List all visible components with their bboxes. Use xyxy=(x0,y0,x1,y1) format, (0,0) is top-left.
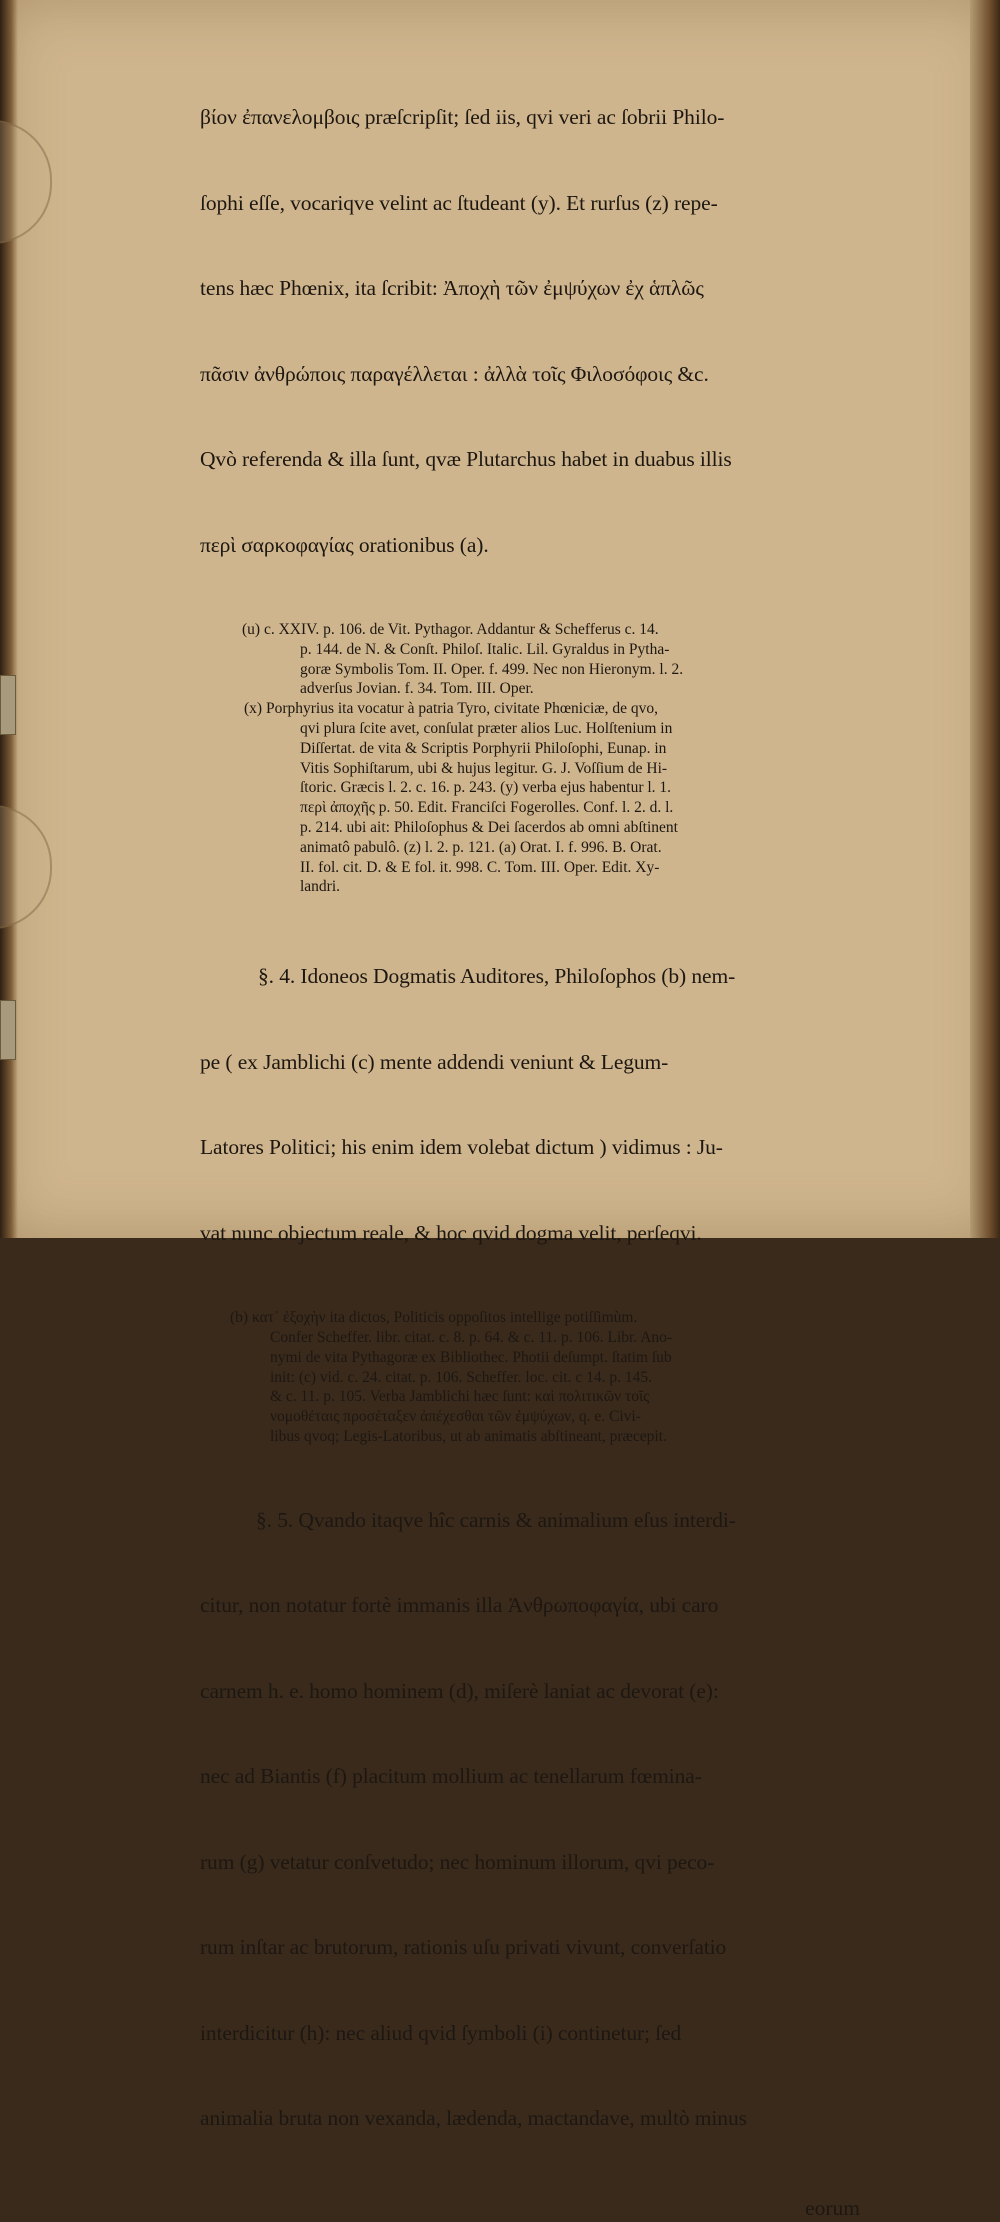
text-line: carnem h. e. homo hominem (d), miſerè laniat ac devorat (e): xyxy=(200,1678,719,1703)
text-line: πᾶσιν ἀνθρώποις παραγέλλεται : ἀλλὰ τοῖς Φιλοσόφοις &c. xyxy=(200,361,709,386)
text-line: βίον ἐπανελομβοις præſcripſit; ſed iis, qvi veri ac ſobrii Philo- xyxy=(200,105,725,129)
text-line: Latores Politici; his enim idem volebat dictum ) vidimus : Ju- xyxy=(200,1135,723,1160)
footnote-line: animatô pabulô. (z) l. 2. p. 121. (a) Orat. I. f. 996. B. Orat. xyxy=(300,838,662,856)
text-line: citur, non notatur fortè immanis illa Ἀνθρωποφαγία, ubi caro xyxy=(200,1593,719,1618)
text-line: §. 4. Idoneos Dogmatis Auditores, Philoſophos (b) nem- xyxy=(258,964,736,989)
binding-tab xyxy=(0,1000,16,1060)
text-line: rum inſtar ac brutorum, rationis uſu privati vivunt, converſatio xyxy=(200,1935,727,1960)
text-line: Qvò referenda & illa ſunt, qvæ Plutarchus habet in duabus illis xyxy=(200,447,732,471)
binding-hole xyxy=(0,805,52,929)
text-line: vat nunc objectum reale, & hoc qvid dogma velit, perſeqvi. xyxy=(200,1220,702,1245)
binding-hole xyxy=(0,120,52,244)
footnote-line: adverſus Jovian. f. 34. Tom. III. Oper. xyxy=(300,680,534,698)
footnote-line: libus qvoq; Legis-Latoribus, ut ab animatis abſtineant, præcepit. xyxy=(270,1427,667,1445)
footnote-line: p. 144. de N. & Conſt. Philoſ. Italic. Lil. Gyraldus in Pytha- xyxy=(300,640,670,658)
footnote-line: ſtoric. Græcis l. 2. c. 16. p. 243. (y) verba ejus habentur l. 1. xyxy=(300,779,672,797)
text-line: pe ( ex Jamblichi (c) mente addendi veniunt & Legum- xyxy=(200,1049,669,1074)
footnote-line: Confer Scheffer. libr. citat. c. 8. p. 64. & c. 11. p. 106. Libr. Ano- xyxy=(270,1328,673,1346)
text-line: animalia bruta non vexanda, lædenda, mactandave, multò minus xyxy=(200,2106,747,2131)
text-line: nec ad Biantis (f) placitum mollium ac tenellarum fœmina- xyxy=(200,1764,702,1789)
footnote-line: (b) κατ᾿ ἐξοχὴν ita dictos, Politicis oppoſitos intellige potiſſimùm. xyxy=(230,1309,638,1327)
footnote-line: p. 214. ubi ait: Philoſophus & Dei ſacerdos ab omni abſtinent xyxy=(300,818,678,836)
footnote-line: goræ Symbolis Tom. II. Oper. f. 499. Nec non Hieronym. l. 2. xyxy=(300,660,684,678)
paragraph xyxy=(200,905,890,1304)
catchword: eorum xyxy=(805,2195,860,2220)
footnote-line: landri. xyxy=(300,878,341,896)
footnote-line: & c. 11. p. 105. Verba Jamblichi hæc ſunt: καὶ πολιτικῶν τοῖς xyxy=(270,1388,650,1406)
text-line: rum (g) vetatur conſvetudo; nec hominum illorum, qvi peco- xyxy=(200,1849,715,1874)
binding-tab xyxy=(0,675,16,735)
paragraph xyxy=(200,46,890,616)
footnotes xyxy=(200,1308,890,1447)
text-line: tens hæc Phœnix, ita ſcribit: Ἀποχὴ τῶν ἐμψύχων ἐχ ἁπλῶς xyxy=(200,276,704,300)
footnote-line: init: (c) vid. c. 24. citat. p. 106. Scheffer. loc. cit. c 14. p. 145. xyxy=(270,1368,652,1386)
footnote-line: (u) c. XXIV. p. 106. de Vit. Pythagor. Addantur & Schefferus c. 14. xyxy=(242,621,659,638)
footnote-line: qvi plura ſcite avet, conſulat præter alios Luc. Holſtenium in xyxy=(300,719,673,737)
text-line: interdicitur (h): nec aliud qvid ſymboli (i) continetur; ſed xyxy=(200,2020,682,2045)
footnote-line: Vitis Sophiſtarum, ubi & hujus legitur. G. J. Voſſium de Hi- xyxy=(300,759,668,777)
text-line: §. 5. Qvando itaqve hîc carnis & animalium eſus interdi- xyxy=(256,1507,736,1532)
footnote-line: νομοθέταις προσέταξεν ἀπέχεσθαι τῶν ἐμψύχων, q. e. Civi- xyxy=(270,1408,641,1426)
footnote-line: Diſſertat. de vita & Scriptis Porphyrii Philoſophi, Eunap. in xyxy=(300,739,667,757)
page-edge xyxy=(970,0,1000,1238)
text-line: περὶ σαρκοφαγίας orationibus (a). xyxy=(200,532,489,557)
footnote-line: περὶ ἀποχῆς p. 50. Edit. Franciſci Fogerolles. Conf. l. 2. d. l. xyxy=(300,799,674,817)
footnotes xyxy=(200,620,890,897)
footnote-line: nymi de vita Pythagoræ ex Bibliothec. Photii deſumpt. ſtatim ſub xyxy=(270,1348,672,1366)
text-line: ſophi eſſe, vocariqve velint ac ſtudeant (y). Et rurſus (z) repe- xyxy=(200,190,718,215)
footnote-line: II. fol. cit. D. & E fol. it. 998. C. Tom. III. Oper. Edit. Xy- xyxy=(300,858,660,876)
page-text xyxy=(200,46,890,2222)
paragraph xyxy=(200,1449,890,2190)
footnote-line: (x) Porphyrius ita vocatur à patria Tyro, civitate Phœniciæ, de qvo, xyxy=(244,700,659,718)
